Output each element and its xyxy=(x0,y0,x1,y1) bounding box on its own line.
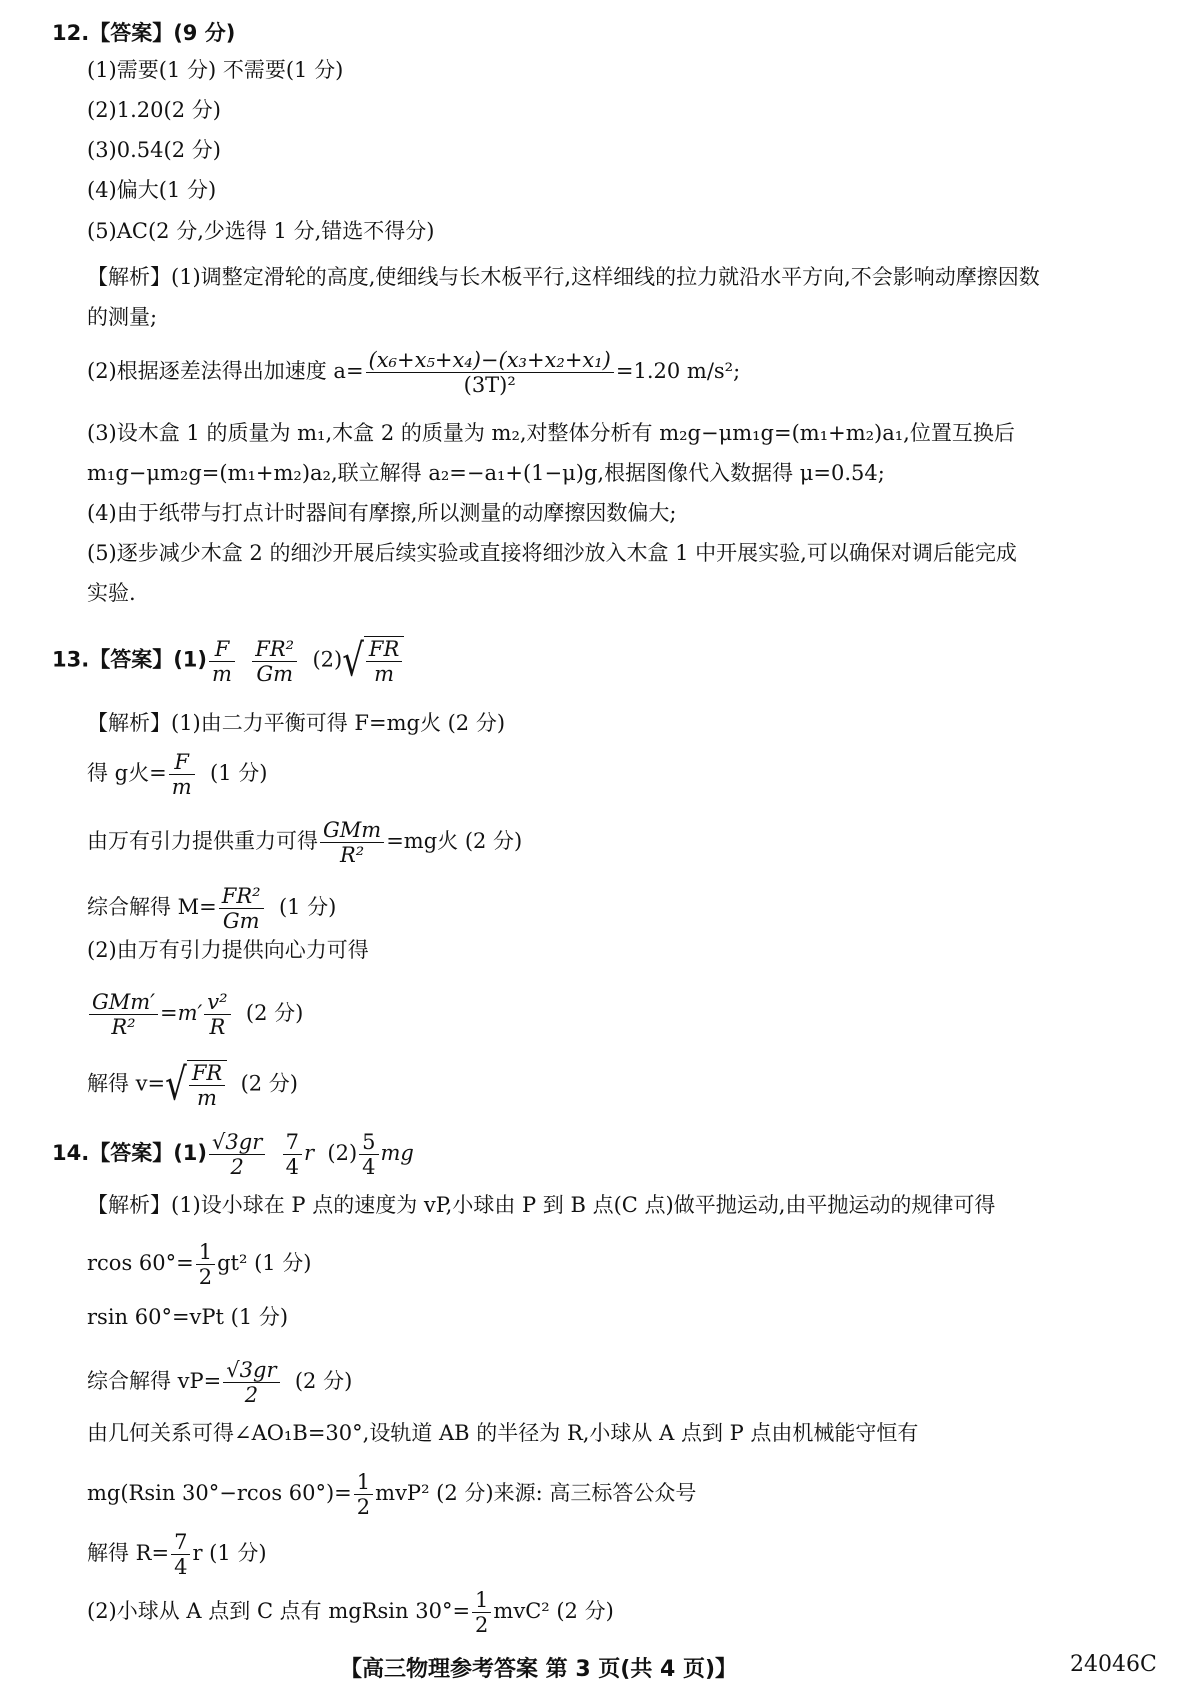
q14-l2-frac xyxy=(196,1240,215,1289)
q12-heading xyxy=(52,18,235,48)
q14-h2-num: 7 xyxy=(283,1130,302,1155)
q14-l4-post: (2 分) xyxy=(294,1369,353,1393)
q13-l7-num: FR xyxy=(189,1061,225,1086)
q12-explain-5b: 实验. xyxy=(87,581,136,605)
q14-l6-frac xyxy=(354,1470,373,1519)
q14-h3-den: 4 xyxy=(362,1155,376,1179)
q13-l2-den: m xyxy=(171,775,192,799)
q14-explain-6 xyxy=(87,1470,696,1519)
q14-heading xyxy=(52,1130,414,1179)
q14-l7-pre: 解得 R= xyxy=(87,1541,170,1565)
q13-sqrt: √ $\frac{FR}{m}$ xyxy=(342,636,404,686)
q13-part2-label: (2) xyxy=(312,647,343,672)
q14-frac-1 xyxy=(209,1130,265,1179)
q13-l4-pre: 综合解得 M= xyxy=(87,895,217,919)
q13-l3-pre: 由万有引力提供重力可得 xyxy=(87,829,318,853)
q14-l4-num: √3gr xyxy=(223,1358,279,1383)
q12-e2-post: =1.20 m/s²; xyxy=(615,359,741,383)
q12-explain-3b: m₁g−μm₂g=(m₁+m₂)a₂,联立解得 a₂=−a₁+(1−μ)g,根据图像代入数据得 μ=0.54; xyxy=(87,461,885,485)
q12-answer-3: (3)0.54(2 分) xyxy=(87,138,221,162)
q14-l2-post: gt² (1 分) xyxy=(217,1251,312,1275)
q14-l4-pre: 综合解得 vP= xyxy=(87,1369,222,1393)
q14-h2-post: r xyxy=(303,1141,315,1165)
q13-f1-num: F xyxy=(209,637,235,662)
q14-explain-8 xyxy=(87,1588,614,1637)
q12-acceleration-fraction xyxy=(366,348,614,397)
q14-explain-4 xyxy=(87,1358,352,1407)
q13-l4-post: (1 分) xyxy=(278,895,337,919)
q13-l2-frac xyxy=(169,750,195,799)
q13-explain-6 xyxy=(87,990,303,1039)
q12-explain-4: (4)由于纸带与打点计时器间有摩擦,所以测量的动摩擦因数偏大; xyxy=(87,501,677,525)
q13-l2-num: F xyxy=(169,750,195,775)
q14-l7-num: 7 xyxy=(171,1530,190,1555)
q14-h3-post: mg xyxy=(380,1141,414,1165)
q14-explain-2 xyxy=(87,1240,312,1289)
q13-l7-post: (2 分) xyxy=(240,1071,298,1096)
q12-e2-pre: (2)根据逐差法得出加速度 a= xyxy=(87,359,364,383)
q12-answer-5: (5)AC(2 分,少选得 1 分,错选不得分) xyxy=(87,219,435,243)
q13-explain-7 xyxy=(87,1060,298,1110)
q13-l2-post: (1 分) xyxy=(210,761,268,785)
q13-f1-den: m xyxy=(212,661,232,686)
q14-l6-pre: mg(Rsin 30°−rcos 60°)= xyxy=(87,1481,352,1505)
q14-l2-pre: rcos 60°= xyxy=(87,1251,194,1275)
q14-h2-den: 4 xyxy=(285,1155,299,1179)
q13-l2-pre: 得 g火= xyxy=(87,761,167,785)
q14-l4-den: 2 xyxy=(244,1383,259,1407)
q14-l4-frac xyxy=(223,1358,279,1407)
q12-answer-4: (4)偏大(1 分) xyxy=(87,178,217,202)
footer-code: 24046C xyxy=(1070,1652,1157,1677)
q14-l7-frac xyxy=(171,1530,190,1579)
q13-l7-frac xyxy=(189,1061,225,1110)
q13-l6-mid: =m′ xyxy=(159,1001,203,1025)
q14-explain-3: rsin 60°=vPt (1 分) xyxy=(87,1305,289,1329)
q14-explain-1: 【解析】(1)设小球在 P 点的速度为 vP,小球由 P 到 B 点(C 点)做平抛运动,由平抛运动的规律可得 xyxy=(87,1193,996,1217)
q13-l7-den: m xyxy=(197,1086,217,1110)
q13-explain-5: (2)由万有引力提供向心力可得 xyxy=(87,938,369,962)
q14-frac-3 xyxy=(359,1130,378,1179)
q12-explain-5a: (5)逐步减少木盒 2 的细沙开展后续实验或直接将细沙放入木盒 1 中开展实验,可以确保对调后能完成 xyxy=(87,541,1017,565)
q13-l6-den: R² xyxy=(111,1015,136,1039)
q13-l6-frac-1 xyxy=(89,990,158,1039)
q14-l6-post: mvP² (2 分)来源: 高三标答公众号 xyxy=(375,1481,697,1505)
q14-explain-7 xyxy=(87,1530,267,1579)
q14-l7-post: r (1 分) xyxy=(192,1541,267,1565)
q14-l8-pre: (2)小球从 A 点到 C 点有 mgRsin 30°= xyxy=(87,1599,471,1623)
q13-l3-den: R² xyxy=(339,843,365,867)
q13-explain-4 xyxy=(87,884,336,933)
q14-h1-den: 2 xyxy=(230,1155,244,1179)
q13-explain-3 xyxy=(87,818,522,867)
q14-h1-num: √3gr xyxy=(209,1130,265,1155)
q14-l2-num: 1 xyxy=(196,1240,215,1265)
q14-l6-den: 2 xyxy=(356,1495,371,1519)
q13-sqrt-frac xyxy=(366,637,402,686)
q14-l8-post: mvC² (2 分) xyxy=(493,1599,614,1623)
q14-l8-frac xyxy=(472,1588,491,1637)
q12-head-text: 12.【答案】(9 分) xyxy=(52,21,236,45)
footer-title: 【高三物理参考答案 第 3 页(共 4 页)】 xyxy=(340,1657,738,1682)
q12-frac-num: (x₆+x₅+x₄)−(x₃+x₂+x₁) xyxy=(366,348,614,373)
q14-l6-num: 1 xyxy=(354,1470,373,1495)
q14-head-text: 14.【答案】(1) xyxy=(52,1141,208,1165)
q12-explain-2 xyxy=(87,348,740,397)
q12-explain-3a: (3)设木盒 1 的质量为 m₁,木盒 2 的质量为 m₂,对整体分析有 m₂g−μm₁g=(m₁+m₂)a₁,位置互换后 xyxy=(87,421,1015,445)
q13-l6-post: (2 分) xyxy=(245,1001,304,1025)
q13-heading xyxy=(52,636,404,686)
q13-l3-post: =mg火 (2 分) xyxy=(386,829,523,853)
q13-s1-num: FR xyxy=(366,637,402,662)
q13-frac-1 xyxy=(209,637,235,686)
q13-l4-frac xyxy=(219,884,264,933)
q13-explain-2 xyxy=(87,750,267,799)
q13-l7-sqrt: √ $\frac{FR}{m}$ xyxy=(165,1060,227,1110)
q14-h3-num: 5 xyxy=(359,1130,378,1155)
q13-explain-1: 【解析】(1)由二力平衡可得 F=mg火 (2 分) xyxy=(87,711,506,735)
q14-frac-2 xyxy=(283,1130,302,1179)
q13-s1-den: m xyxy=(374,662,395,686)
q13-l3-num: GMm xyxy=(320,818,384,843)
q14-explain-5: 由几何关系可得∠AO₁B=30°,设轨道 AB 的半径为 R,小球从 A 点到 P 点由机械能守恒有 xyxy=(87,1421,919,1445)
q13-l7-pre: 解得 v= xyxy=(87,1071,166,1096)
q13-l6-den2: R xyxy=(209,1015,226,1039)
q12-explain-1b: 的测量; xyxy=(87,305,158,329)
q12-answer-1: (1)需要(1 分) 不需要(1 分) xyxy=(87,58,344,82)
q13-head-text: 13.【答案】(1) xyxy=(52,647,208,672)
q14-l8-den: 2 xyxy=(475,1613,489,1637)
q13-l6-frac-2 xyxy=(204,990,230,1039)
q14-h3-pre: (2) xyxy=(327,1141,358,1165)
q14-l8-num: 1 xyxy=(472,1588,491,1613)
q13-f2-den: Gm xyxy=(256,661,294,686)
q14-l2-den: 2 xyxy=(198,1265,213,1289)
q13-l4-den: Gm xyxy=(222,909,260,933)
q13-f2-num: FR² xyxy=(252,637,297,662)
q12-explain-1a: 【解析】(1)调整定滑轮的高度,使细线与长木板平行,这样细线的拉力就沿水平方向,不会影响动摩擦因数 xyxy=(87,265,1040,289)
q13-l6-num2: v² xyxy=(204,990,230,1015)
q13-l4-num: FR² xyxy=(219,884,264,909)
q13-frac-2 xyxy=(252,637,297,686)
q14-l7-den: 4 xyxy=(174,1555,188,1579)
q13-l6-num: GMm′ xyxy=(89,990,158,1015)
q13-l3-frac xyxy=(320,818,384,867)
q12-frac-den: (3T)² xyxy=(463,373,516,397)
q12-answer-2: (2)1.20(2 分) xyxy=(87,98,221,122)
